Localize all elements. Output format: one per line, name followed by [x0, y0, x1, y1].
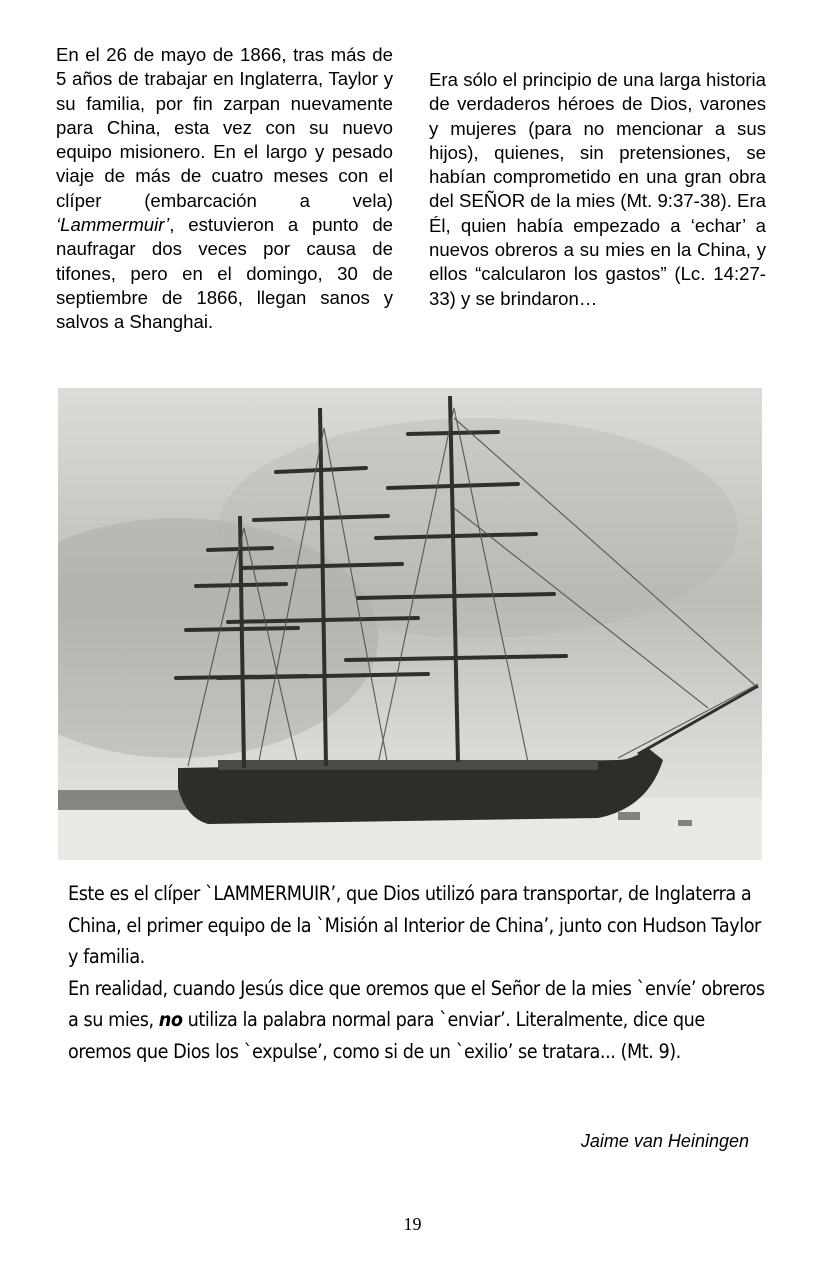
caption-paragraph-2: En realidad, cuando Jesús dice que oremos que el Señor de la mies `envíe’ obreros a su mies, no utiliza la palabra normal para `enviar’. Literalmente, dice que oremos que Dios los `expulse’, como si de un `exilio’ se tratara... (Mt. 9). — [68, 976, 765, 1063]
left-paragraph: En el 26 de mayo de 1866, tras más de 5 años de trabajar en Inglaterra, Taylor y su familia, por fin zarpan nuevamente para China, esta vez con su nuevo equipo misionero. En el largo y pesado viaje de más de cuatro meses con el clíper (embarcación a vela) ‘Lammermuir’, estuvieron a punto de naufragar dos veces por causa de tifones, pero en el domingo, 30 de septiembre de 1866, llegan sanos y salvos a Shanghai. — [56, 44, 393, 333]
caption-paragraph-1: Este es el clíper `LAMMERMUIR’, que Dios utilizó para transportar, de Inglaterra a China, el primer equipo de la `Misión al Interior de China’, junto con Hudson Taylor y familia. — [68, 882, 761, 968]
author-signature: Jaime van Heiningen — [580, 1131, 749, 1151]
photo-caption — [68, 878, 769, 1067]
ship-illustration — [58, 388, 762, 860]
right-column — [429, 68, 766, 311]
sailing-ship-photo — [58, 388, 762, 860]
caption-emphasis: no — [158, 1008, 183, 1031]
ship-name-italic: ‘Lammermuir’ — [56, 214, 170, 236]
right-paragraph: Era sólo el principio de una larga historia de verdaderos héroes de Dios, varones y mujeres (para no mencionar a sus hijos), quienes, sin pretensiones, se habían comprometido en una gran obra del SEÑOR de la mies (Mt. 9:37-38). Era Él, quien había empezado a ‘echar’ a nuevos obreros a su mies en la China, y ellos “calcularon los gastos” (Lc. 14:27-33) y se brindaron… — [429, 69, 766, 309]
page-number: 19 — [403, 1214, 422, 1234]
left-column — [56, 43, 393, 335]
